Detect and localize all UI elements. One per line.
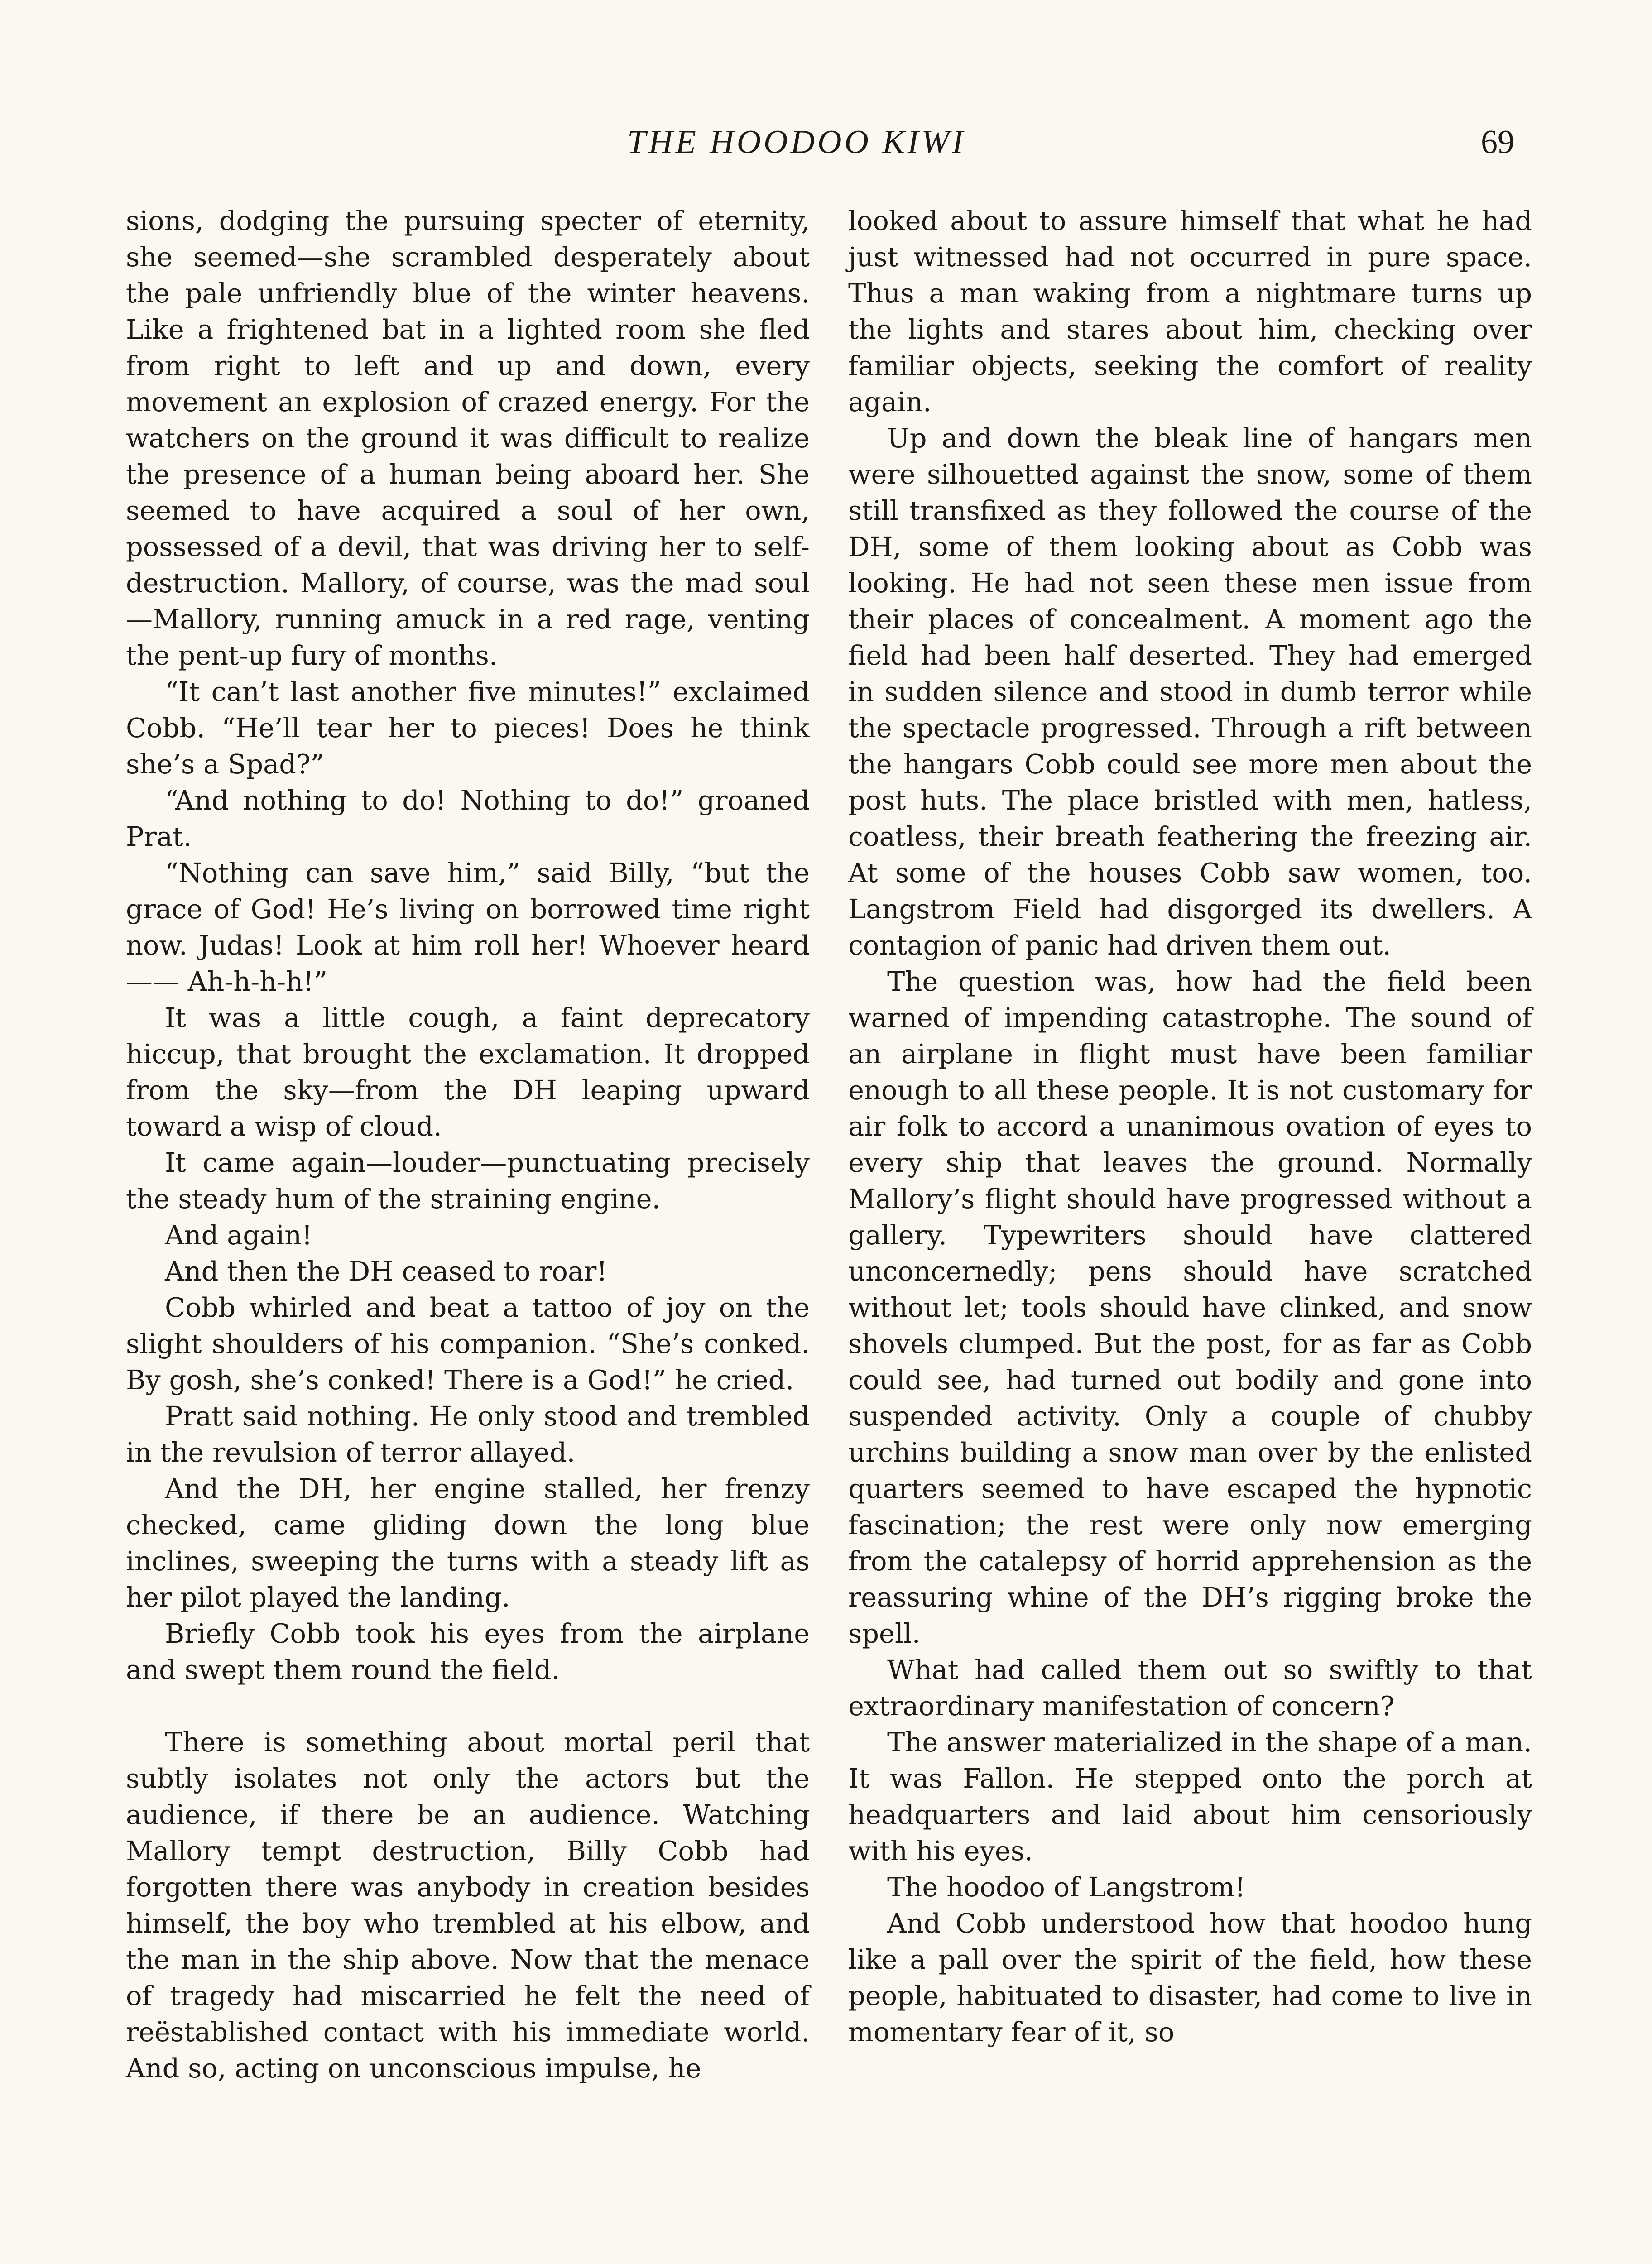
paragraph: looked about to assure himself that what he had just witnessed had not occurred in pure space. Thus a man waking from a nightmare turns up the lights and stares about him, checking over familiar objects, seeking the comfort of reality again.: [848, 205, 1532, 417]
page-number: 69: [1481, 124, 1514, 161]
paragraph: The hoodoo of Langstrom!: [887, 1871, 1246, 1903]
section-break: [126, 1688, 810, 1724]
paragraph: The question was, how had the field been warned of impending catastrophe. The sound of an airplane in flight must have been familiar enough to all these people. It is not customary for air folk to accord a unanimous ovation of eyes to every ship that leaves the ground. Normally Mallory’s flight should have progressed without a gallery. Typewriters should have clattered unconcernedly; pens should have scratched without let; tools should have clinked, and snow shovels clumped. But the post, for as far as Cobb could see, had turned out bodily and gone into suspended activity. Only a couple of chubby urchins building a snow man over by the enlisted quarters seemed to have escaped the hypnotic fascination; the rest were only now emerging from the catalepsy of horrid apprehension as the reassuring whine of the DH’s rigging broke the spell.: [848, 966, 1532, 1649]
paragraph: sions, dodging the pursuing specter of eternity, she seemed—she scrambled desperately about the pale unfriendly blue of the winter heavens. Like a frightened bat in a lighted room she fled from right to left and up and down, every movement an explosion of crazed energy. For the watchers on the ground it was difficult to realize the presence of a human being aboard her. She seemed to have acquired a soul of her own, possessed of a devil, that was driving her to self-destruction. Mallory, of course, was the mad soul—Mallory, running amuck in a red rage, venting the pent-up fury of months.: [126, 205, 810, 671]
paragraph: The answer materialized in the shape of a man. It was Fallon. He stepped onto the porch at headquarters and laid about him censoriously with his eyes.: [848, 1727, 1532, 1866]
paragraph: Briefly Cobb took his eyes from the airplane and swept them round the field.: [126, 1618, 810, 1685]
paragraph: “It can’t last another five minutes!” exclaimed Cobb. “He’ll tear her to pieces! Does he think she’s a Spad?”: [126, 676, 810, 780]
paragraph: Cobb whirled and beat a tattoo of joy on the slight shoulders of his companion. “She’s conked. By gosh, she’s conked! There is a God!” he cried.: [126, 1292, 810, 1396]
paragraph: Pratt said nothing. He only stood and trembled in the revulsion of terror allayed.: [126, 1401, 810, 1468]
paragraph: There is something about mortal peril that subtly isolates not only the actors but the audience, if there be an audience. Watching Mallory tempt destruction, Billy Cobb had forgotten there was anybody in creation besides himself, the boy who trembled at his elbow, and the man in the ship above. Now that the menace of tragedy had miscarried he felt the need of reëstablished contact with his immediate world. And so, acting on unconscious impulse, he: [126, 1727, 810, 2084]
paragraph: “And nothing to do! Nothing to do!” groaned Prat.: [126, 785, 810, 852]
paragraph: It came again—louder—punctuating precisely the steady hum of the straining engine.: [126, 1147, 810, 1214]
paragraph: “Nothing can save him,” said Billy, “but the grace of God! He’s living on borrowed time right now. Judas! Look at him roll her! Whoever heard—— Ah-h-h-h!”: [126, 857, 810, 997]
paragraph: And Cobb understood how that hoodoo hung like a pall over the spirit of the field, how these people, habituated to disaster, had come to live in momentary fear of it, so: [848, 1908, 1532, 2048]
paragraph: And the DH, her engine stalled, her frenzy checked, came gliding down the long blue inclines, sweeping the turns with a steady lift as her pilot played the landing.: [126, 1473, 810, 1613]
right-column: [848, 203, 1532, 2050]
paragraph: It was a little cough, a faint deprecatory hiccup, that brought the exclamation. It dropped from the sky—from the DH leaping upward toward a wisp of cloud.: [126, 1002, 810, 1142]
running-title: THE HOODOO KIWI: [627, 124, 966, 161]
page-header: [0, 123, 1652, 177]
paragraph: What had called them out so swiftly to that extraordinary manifestation of concern?: [848, 1654, 1532, 1722]
paragraph: Up and down the bleak line of hangars men were silhouetted against the snow, some of them still transfixed as they followed the course of the DH, some of them looking about as Cobb was looking. He had not seen these men issue from their places of concealment. A moment ago the field had been half deserted. They had emerged in sudden silence and stood in dumb terror while the spectacle progressed. Through a rift between the hangars Cobb could see more men about the post huts. The place bristled with men, hatless, coatless, their breath feathering the freezing air. At some of the houses Cobb saw women, too. Langstrom Field had disgorged its dwellers. A contagion of panic had driven them out.: [848, 422, 1532, 961]
paragraph: And then the DH ceased to roar!: [165, 1256, 608, 1287]
left-column: [126, 203, 810, 2087]
paragraph: And again!: [165, 1219, 312, 1251]
